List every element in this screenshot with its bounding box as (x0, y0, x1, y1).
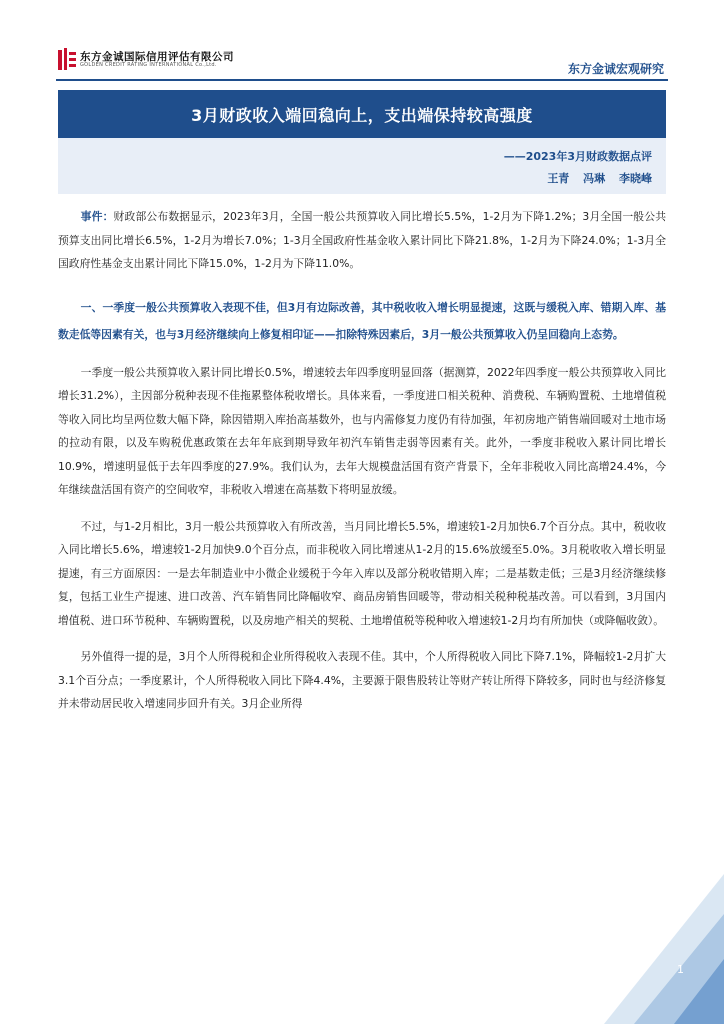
event-text: 财政部公布数据显示，2023年3月，全国一般公共预算收入同比增长5.5%，1-2月为下降1.2%；3月全国一般公共预算支出同比增长6.5%，1-2月为增长7.0%；1-3月全国政府性基金收入累计同比下降21.8%，1-2月为下降24.0%；1-3月全国政府性基金支出累计同比下降15.0%，1-2月为下降11.0%。 (58, 210, 666, 270)
page-number: 1 (677, 963, 684, 976)
body-paragraph: 一季度一般公共预算收入累计同比增长0.5%，增速较去年四季度明显回落（据测算，2022年四季度一般公共预算收入同比增长31.2%），主因部分税种表现不佳拖累整体税收增长。具体来看，一季度进口相关税种、消费税、车辆购置税、土地增值税等收入同比均呈两位数大幅下降，除因错期入库抬高基数外，也与内需修复力度仍有待加强，年初房地产销售端回暖对土地市场的拉动有限，以及车购税优惠政策在去年年底到期导致年初汽车销售走弱等因素有关。此外，一季度非税收入累计同比增长10.9%，增速明显低于去年四季度的27.9%。我们认为，去年大规模盘活国有资产背景下，全年非税收入同比高增24.4%，今年继续盘活国有资产的空间收窄，非税收入增速在高基数下将明显放缓。 (58, 365, 666, 496)
author-name: 冯琳 (583, 172, 606, 185)
company-name-en: GOLDEN CREDIT RATING INTERNATIONAL Co.,Ltd. (80, 62, 217, 68)
author-name: 李晓峰 (619, 172, 652, 185)
body-paragraph: 不过，与1-2月相比，3月一般公共预算收入有所改善，当月同比增长5.5%，增速较1-2月加快6.7个百分点。其中，税收收入同比增长5.6%，增速较1-2月加快9.0个百分点，而非税收入同比增速从1-2月的15.6%放缓至5.0%。3月税收收入增长明显提速，有三方面原因：一是去年制造业中小微企业缓税于今年入库以及部分税收错期入库；二是基数走低；三是3月经济继续修复，包括工业生产提速、进口改善、汽车销售同比降幅收窄、商品房销售回暖等，带动相关税种税基改善。可以看到，3月国内增值税、进口环节税种、车辆购置税，以及房地产相关的契税、土地增值税等税种收入增速较1-2月均有所加快（或降幅收敛）。 (58, 519, 666, 627)
report-title: 3月财政收入端回稳向上，支出端保持较高强度 (58, 90, 666, 138)
report-body (58, 205, 666, 729)
event-label: 事件： (80, 210, 114, 223)
report-subtitle: ——2023年3月财政数据点评 (503, 150, 652, 163)
section-heading: 一、一季度一般公共预算收入表现不佳，但3月有边际改善，其中税收收入增长明显提速，这既与缓税入库、错期入库、基数走低等因素有关，也与3月经济继续向上修复相印证——扣除特殊因素后，3月一般公共预算收入仍呈回稳向上态势。 (58, 300, 666, 341)
author-name: 王青 (547, 172, 570, 185)
event-paragraph (58, 205, 666, 276)
company-logo-icon (58, 48, 76, 70)
research-label: 东方金诚宏观研究 (567, 62, 664, 76)
page-header (0, 0, 724, 80)
header-divider (56, 79, 668, 81)
report-authors (547, 170, 652, 186)
company-name: 东方金诚国际信用评估有限公司 (80, 51, 234, 63)
body-paragraph: 另外值得一提的是，3月个人所得税和企业所得税收入表现不佳。其中，个人所得税收入同比下降7.1%，降幅较1-2月扩大3.1个百分点；一季度累计，个人所得税收入同比下降4.4%，主要源于限售股转让等财产转让所得下降较多，同时也与经济修复并未带动居民收入增速同步回升有关。3月企业所得 (58, 650, 666, 710)
corner-decoration (604, 874, 724, 1024)
subtitle-box (58, 138, 666, 194)
